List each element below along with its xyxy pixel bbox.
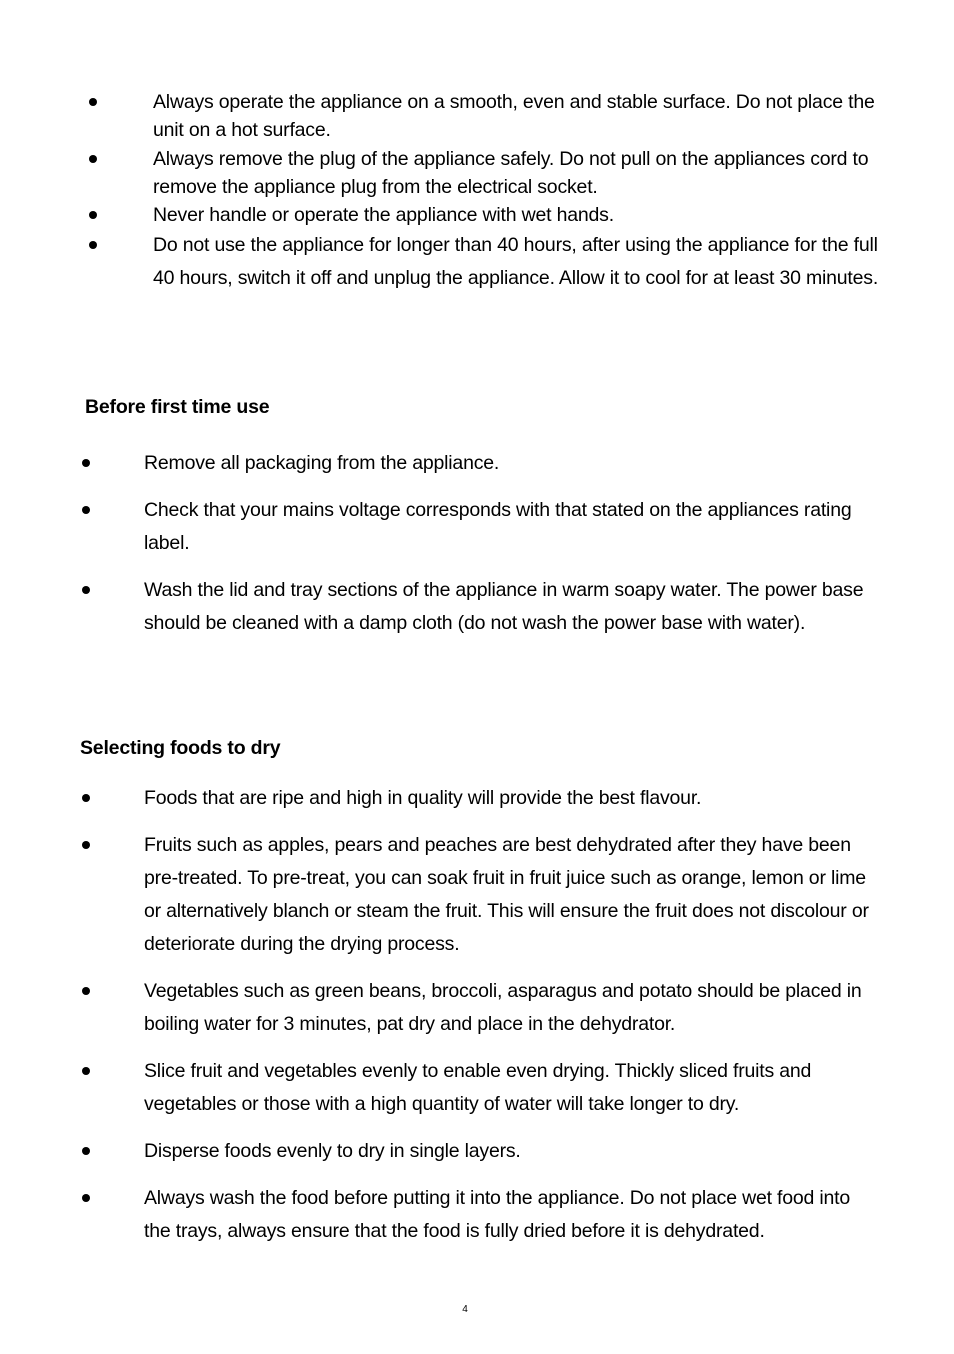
list-item [0,1182,954,1248]
list-item [0,782,954,815]
first-use-bullet-list [0,447,954,654]
bullet-icon [82,506,90,514]
bullet-icon [82,987,90,995]
bullet-icon [89,155,97,163]
list-item [0,88,954,145]
safety-bullet-list [0,88,954,295]
bullet-icon [89,211,97,219]
list-item-text: Fruits such as apples, pears and peaches are best dehydrated after they have been pre-treated. To pre-treat, you can soak fruit in fruit juice such as orange, lemon or lime or alternatively blanch or steam the fruit. This will ensure the fruit does not discolour or deteriorate during the drying process. [144,834,869,955]
bullet-icon [82,1194,90,1202]
list-item [0,494,954,560]
list-item [0,1055,954,1121]
list-item-text: Slice fruit and vegetables evenly to enable even drying. Thickly sliced fruits and vegetables or those with a high quantity of water will take longer to dry. [144,1060,812,1115]
list-item [0,201,954,229]
list-item [0,145,954,202]
bullet-icon [82,794,90,802]
list-item-text: Do not use the appliance for longer than 40 hours, after using the appliance for the full 40 hours, switch it off and unplug the appliance. Allow it to cool for at least 30 minutes. [153,234,879,290]
list-item [0,574,954,640]
list-item [0,829,954,961]
list-item-text: Check that your mains voltage corresponds with that stated on the appliances rating label. [144,499,852,554]
bullet-icon [82,586,90,594]
list-item-text: Never handle or operate the appliance with wet hands. [153,204,614,227]
bullet-icon [82,459,90,467]
selecting-foods-bullet-list [0,782,954,1262]
list-item-text: Vegetables such as green beans, broccoli, asparagus and potato should be placed in boiling water for 3 minutes, pat dry and place in the dehydrator. [144,980,862,1035]
list-item [0,975,954,1041]
list-item-text: Always operate the appliance on a smooth, even and stable surface. Do not place the unit on a hot surface. [153,91,875,142]
list-item-text: Disperse foods evenly to dry in single layers. [144,1140,521,1162]
list-item-text: Foods that are ripe and high in quality will provide the best flavour. [144,787,702,809]
list-item-text: Remove all packaging from the appliance. [144,452,500,474]
page-number: 4 [462,1304,468,1315]
list-item-text: Wash the lid and tray sections of the appliance in warm soapy water. The power base should be cleaned with a damp cloth (do not wash the power base with water). [144,579,864,634]
list-item-text: Always remove the plug of the appliance safely. Do not pull on the appliances cord to remove the appliance plug from the electrical socket. [153,147,869,198]
bullet-icon [82,841,90,849]
section-heading-first-use: Before first time use [85,396,270,418]
bullet-icon [89,98,97,106]
list-item [0,447,954,480]
section-heading-selecting-foods: Selecting foods to dry [80,737,281,759]
list-item [0,1135,954,1168]
bullet-icon [89,241,97,249]
bullet-icon [82,1067,90,1075]
list-item-text: Always wash the food before putting it into the appliance. Do not place wet food into the trays, always ensure that the food is fully dried before it is dehydrated. [144,1187,851,1242]
bullet-icon [82,1147,90,1155]
list-item [0,229,954,295]
